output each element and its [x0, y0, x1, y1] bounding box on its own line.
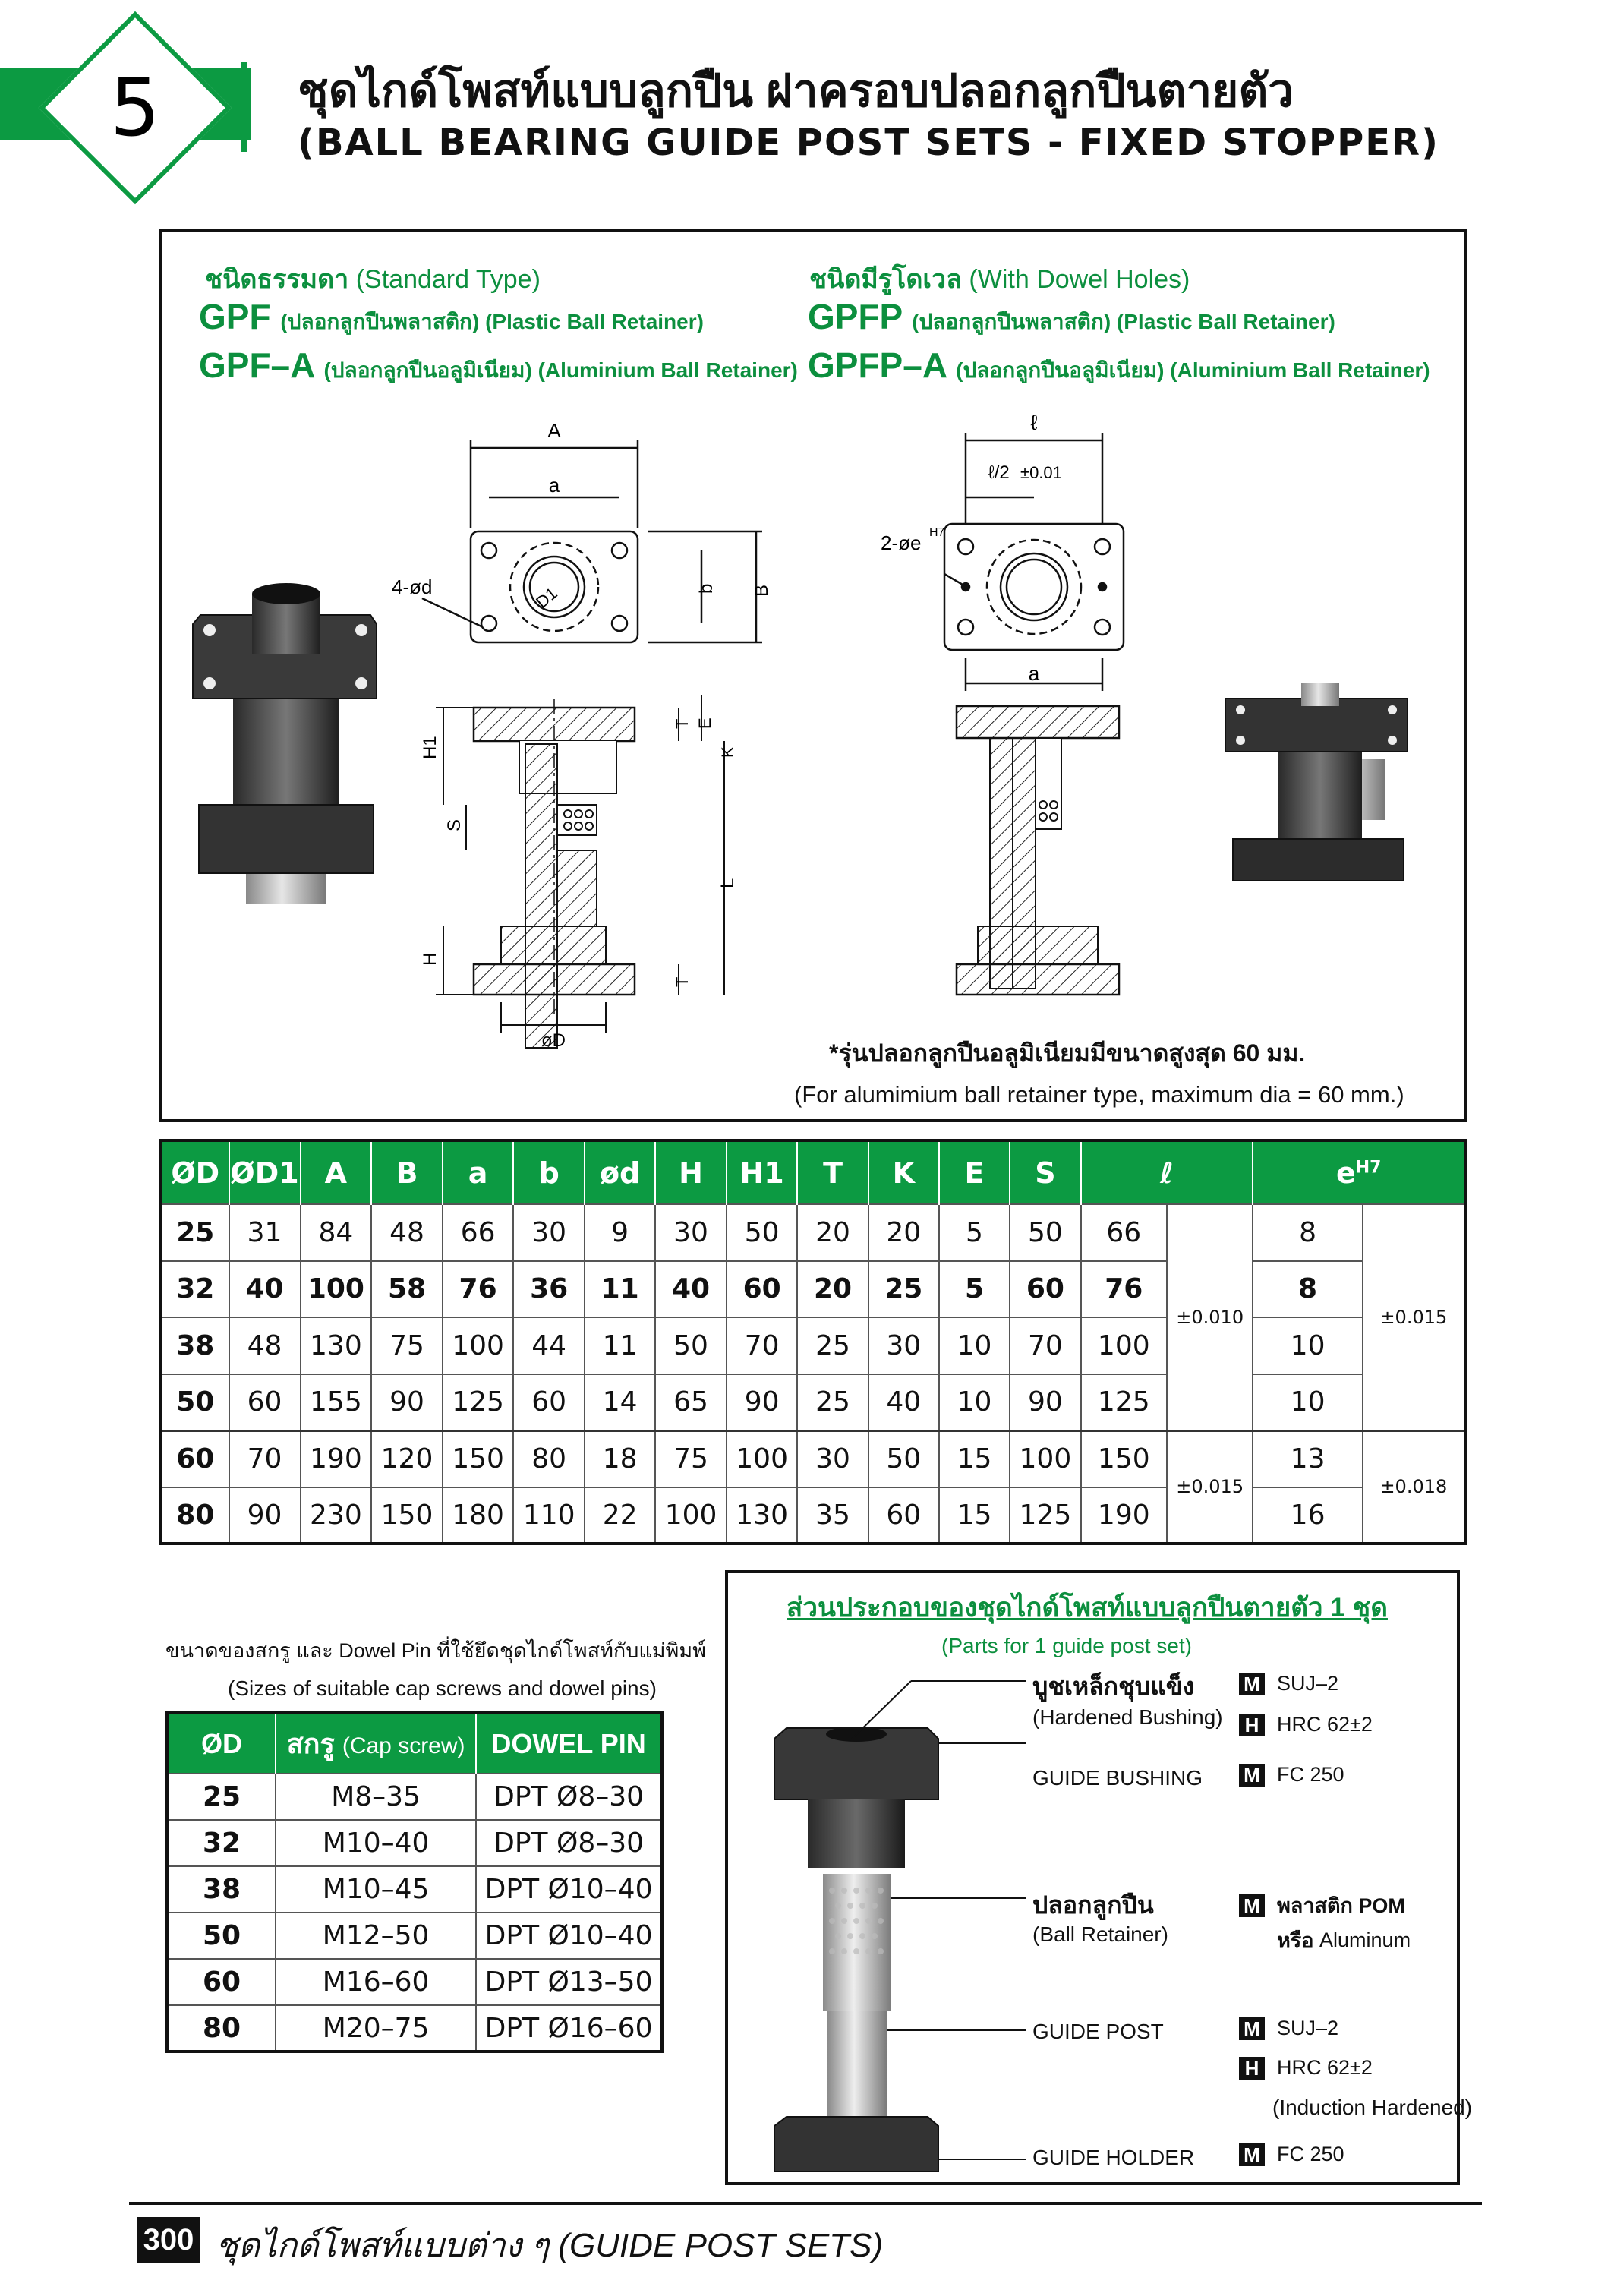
col-header: b: [513, 1140, 585, 1204]
material-retainer: M พลาสติก POM: [1239, 1889, 1405, 1922]
screw-col-screw: สกรู (Cap screw): [276, 1713, 476, 1774]
table-cell: 30: [655, 1204, 727, 1261]
part-retainer-th: ปลอกลูกปืน: [1032, 1891, 1154, 1919]
table-cell: 15: [939, 1430, 1010, 1487]
table-cell: 130: [301, 1317, 372, 1374]
table-cell: 9: [585, 1204, 655, 1261]
dim-label-K: K: [718, 746, 737, 758]
table-cell: 190: [301, 1430, 372, 1487]
table-cell: 90: [371, 1374, 443, 1431]
table-row: [161, 1317, 1465, 1374]
e-value-cell: 8: [1253, 1204, 1362, 1261]
row-od-cell: 38: [161, 1317, 229, 1374]
table-cell: 60: [1010, 1261, 1081, 1318]
dim-label-D1: D1: [532, 583, 561, 612]
dowel-product-photo: [1225, 683, 1408, 881]
part-guide-bushing: GUIDE BUSHING: [1032, 1766, 1203, 1790]
col-header: ød: [585, 1140, 655, 1204]
table-cell: 125: [443, 1374, 514, 1431]
note-english: (For alumimium ball retainer type, maximum dia = 60 mm.): [794, 1081, 1404, 1108]
table-cell: M16–60: [276, 1959, 476, 2005]
table-cell: 230: [301, 1487, 372, 1544]
table-cell: DPT Ø10–40: [476, 1866, 662, 1913]
table-cell: 30: [868, 1317, 939, 1374]
table-cell: 84: [301, 1204, 372, 1261]
table-row: [161, 1430, 1465, 1487]
guide-holder: [774, 2117, 938, 2171]
row-od-cell: 80: [161, 1487, 229, 1544]
dim-label-T-top: T: [673, 718, 692, 729]
table-cell: 10: [939, 1317, 1010, 1374]
table-cell: 36: [513, 1261, 585, 1318]
table-cell: 35: [797, 1487, 868, 1544]
col-header: H: [655, 1140, 727, 1204]
table-cell: 30: [513, 1204, 585, 1261]
table-row: [167, 1820, 662, 1866]
dim-label-dowel: 2-øe: [881, 531, 922, 554]
table-cell: 100: [1081, 1317, 1167, 1374]
table-row: [161, 1374, 1465, 1431]
table-cell: 150: [443, 1430, 514, 1487]
screw-col-dowel: DOWEL PIN: [476, 1713, 662, 1774]
dim-label-A: A: [547, 419, 561, 442]
dim-label-H: H: [420, 952, 440, 966]
dim-label-OD: øD: [541, 1030, 566, 1051]
standard-product-photo: [193, 583, 377, 904]
table-cell: DPT Ø8–30: [476, 1774, 662, 1820]
parts-subtitle: (Parts for 1 guide post set): [941, 1634, 1192, 1657]
page-title-thai: ชุดไกด์โพสท์แบบลูกปืน ฝาครอบปลอกลูกปืนตายตัว: [298, 65, 1294, 116]
dim-label-ell-half: ℓ/2: [988, 462, 1010, 483]
table-cell: 66: [1081, 1204, 1167, 1261]
row-od-cell: 50: [161, 1374, 229, 1431]
col-header: B: [371, 1140, 443, 1204]
col-header: A: [301, 1140, 372, 1204]
table-cell: 20: [868, 1204, 939, 1261]
row-od-cell: 60: [167, 1959, 276, 2005]
table-cell: 125: [1010, 1487, 1081, 1544]
e-value-cell: 8: [1253, 1261, 1362, 1318]
table-cell: 100: [301, 1261, 372, 1318]
dim-label-B: B: [752, 584, 772, 597]
table-cell: 76: [443, 1261, 514, 1318]
table-cell: 65: [655, 1374, 727, 1431]
table-cell: 100: [655, 1487, 727, 1544]
dim-label-ell: ℓ: [1030, 411, 1038, 434]
dowel-type-label: ชนิดมีรูโดเวล (With Dowel Holes): [809, 265, 1190, 294]
dim-label-H1: H1: [420, 736, 440, 759]
table-cell: 75: [655, 1430, 727, 1487]
model-gpf: GPF (ปลอกลูกปืนพลาสติก) (Plastic Ball Retainer): [199, 297, 704, 336]
table-cell: 40: [229, 1261, 301, 1318]
col-header: ØD1: [229, 1140, 301, 1204]
e-value-cell: 13: [1253, 1430, 1362, 1487]
dim-label-dowel-sup: H7: [929, 526, 945, 539]
dim-label-L: L: [717, 878, 738, 888]
material-badge: M: [1239, 2017, 1265, 2040]
table-cell: 125: [1081, 1374, 1167, 1431]
e-value-cell: 16: [1253, 1487, 1362, 1544]
screw-table: [165, 1711, 664, 2053]
table-cell: 58: [371, 1261, 443, 1318]
table-cell: 70: [727, 1317, 798, 1374]
material-badge: M: [1239, 1894, 1265, 1917]
table-cell: M12–50: [276, 1913, 476, 1959]
material-badge: M: [1239, 1764, 1265, 1787]
e-value-cell: 10: [1253, 1317, 1362, 1374]
dowel-section-view: [957, 706, 1119, 995]
table-cell: M8–35: [276, 1774, 476, 1820]
table-cell: 100: [443, 1317, 514, 1374]
table-cell: 50: [655, 1317, 727, 1374]
table-cell: 60: [868, 1487, 939, 1544]
table-cell: 40: [868, 1374, 939, 1431]
e-tolerance-cell: ±0.015: [1363, 1204, 1465, 1430]
table-cell: 18: [585, 1430, 655, 1487]
table-cell: 155: [301, 1374, 372, 1431]
material-badge: M: [1239, 2143, 1265, 2166]
guide-post: [827, 2011, 887, 2124]
row-od-cell: 80: [167, 2005, 276, 2052]
table-row: [167, 1866, 662, 1913]
col-header: E: [939, 1140, 1010, 1204]
dim-label-holes: 4-ød: [392, 576, 433, 598]
table-row: [167, 1959, 662, 2005]
table-row: [161, 1261, 1465, 1318]
table-row: [167, 1913, 662, 1959]
table-cell: 5: [939, 1261, 1010, 1318]
table-cell: 25: [797, 1317, 868, 1374]
table-cell: M10–45: [276, 1866, 476, 1913]
table-cell: 190: [1081, 1487, 1167, 1544]
model-gpfp: GPFP (ปลอกลูกปืนพลาสติก) (Plastic Ball Retainer): [808, 297, 1335, 336]
material-retainer-alt: หรือ Aluminum: [1277, 1929, 1411, 1952]
material-post: M SUJ–2: [1239, 2017, 1338, 2040]
table-cell: 100: [1010, 1430, 1081, 1487]
col-header: S: [1010, 1140, 1081, 1204]
col-header: a: [443, 1140, 514, 1204]
row-od-cell: 38: [167, 1866, 276, 1913]
table-cell: 10: [939, 1374, 1010, 1431]
dimension-table-header: [161, 1140, 1465, 1204]
model-gpf-a: GPF–A (ปลอกลูกปืนอลูมิเนียม) (Aluminium Ball Retainer): [199, 345, 798, 385]
table-cell: DPT Ø8–30: [476, 1820, 662, 1866]
table-cell: 30: [797, 1430, 868, 1487]
table-cell: 76: [1081, 1261, 1167, 1318]
dim-label-T-bottom: T: [673, 976, 692, 987]
page-title-english: (BALL BEARING GUIDE POST SETS - FIXED STOPPER): [298, 121, 1439, 164]
dim-label-ell-tol: ±0.01: [1020, 463, 1062, 482]
table-cell: 130: [727, 1487, 798, 1544]
table-cell: 60: [727, 1261, 798, 1318]
table-cell: 80: [513, 1430, 585, 1487]
col-header: ℓ: [1081, 1140, 1253, 1204]
table-row: [167, 1774, 662, 1820]
row-od-cell: 25: [161, 1204, 229, 1261]
table-cell: 50: [727, 1204, 798, 1261]
page-number: 300: [137, 2217, 200, 2263]
e-tolerance-cell: ±0.018: [1363, 1430, 1465, 1544]
table-row: [161, 1204, 1465, 1261]
hardness-post: H HRC 62±2: [1239, 2056, 1373, 2080]
table-cell: 11: [585, 1317, 655, 1374]
dim-label-a-right: a: [1028, 662, 1040, 685]
table-cell: 150: [371, 1487, 443, 1544]
table-cell: 90: [727, 1374, 798, 1431]
table-cell: 20: [797, 1261, 868, 1318]
table-cell: M10–40: [276, 1820, 476, 1866]
material-bushing: M SUJ–2: [1239, 1672, 1338, 1695]
table-cell: 40: [655, 1261, 727, 1318]
part-guide-post: GUIDE POST: [1032, 2020, 1164, 2043]
table-cell: DPT Ø16–60: [476, 2005, 662, 2052]
e-value-cell: 10: [1253, 1374, 1362, 1431]
part-retainer-en: (Ball Retainer): [1032, 1922, 1168, 1946]
parts-illustration: [759, 1670, 1063, 2187]
chapter-number: 5: [109, 62, 161, 154]
model-gpfp-a: GPFP–A (ปลอกลูกปืนอลูมิเนียม) (Aluminium Ball Retainer): [808, 345, 1430, 385]
dim-label-b: b: [696, 583, 717, 594]
table-cell: 60: [513, 1374, 585, 1431]
material-holder: M FC 250: [1239, 2143, 1344, 2166]
col-header-e: $e^{H7}$: [1253, 1140, 1465, 1204]
row-od-cell: 60: [161, 1430, 229, 1487]
screw-table-caption-th: ขนาดของสกรู และ Dowel Pin ที่ใช้ยึดชุดไกด์โพสท์กับแม่พิมพ์: [165, 1639, 706, 1662]
table-cell: 5: [939, 1204, 1010, 1261]
parts-title: ส่วนประกอบของชุดไกด์โพสท์แบบลูกปืนตายตัว 1 ชุด: [787, 1593, 1388, 1623]
post-hardening-note: (Induction Hardened): [1272, 2096, 1473, 2119]
part-bushing-en: (Hardened Bushing): [1032, 1705, 1223, 1729]
part-guide-holder: GUIDE HOLDER: [1032, 2146, 1195, 2169]
row-od-cell: 32: [161, 1261, 229, 1318]
part-bushing-th: บูชเหล็กชุบแข็ง: [1032, 1673, 1195, 1700]
table-cell: 20: [797, 1204, 868, 1261]
table-cell: DPT Ø10–40: [476, 1913, 662, 1959]
table-cell: 75: [371, 1317, 443, 1374]
technical-drawing: [162, 395, 1464, 1051]
table-cell: 50: [1010, 1204, 1081, 1261]
material-badge: M: [1239, 1673, 1265, 1695]
footer-rule: [129, 2202, 1482, 2205]
ball-retainer: [823, 1874, 891, 2011]
table-cell: 44: [513, 1317, 585, 1374]
table-cell: 50: [868, 1430, 939, 1487]
table-cell: 15: [939, 1487, 1010, 1544]
table-cell: 100: [727, 1430, 798, 1487]
header-divider: [241, 62, 247, 152]
table-cell: 180: [443, 1487, 514, 1544]
table-cell: DPT Ø13–50: [476, 1959, 662, 2005]
table-cell: 90: [229, 1487, 301, 1544]
hardness-bushing: H HRC 62±2: [1239, 1713, 1373, 1736]
hardness-badge: H: [1239, 1714, 1265, 1736]
screw-col-od: ØD: [167, 1713, 276, 1774]
table-cell: 31: [229, 1204, 301, 1261]
table-cell: 25: [868, 1261, 939, 1318]
dim-label-E: E: [695, 718, 714, 729]
hardness-badge: H: [1239, 2057, 1265, 2080]
table-cell: 70: [1010, 1317, 1081, 1374]
dim-label-a: a: [548, 474, 560, 497]
table-cell: 22: [585, 1487, 655, 1544]
table-cell: M20–75: [276, 2005, 476, 2052]
table-cell: 70: [229, 1430, 301, 1487]
table-cell: 90: [1010, 1374, 1081, 1431]
ell-tolerance-cell: ±0.015: [1167, 1430, 1253, 1544]
row-od-cell: 25: [167, 1774, 276, 1820]
standard-section-view: [474, 699, 635, 1048]
table-cell: 120: [371, 1430, 443, 1487]
dimension-table: [159, 1139, 1467, 1545]
material-guide-bushing: M FC 250: [1239, 1763, 1344, 1787]
row-od-cell: 32: [167, 1820, 276, 1866]
table-cell: 66: [443, 1204, 514, 1261]
row-od-cell: 50: [167, 1913, 276, 1959]
standard-top-view: [422, 440, 762, 642]
table-cell: 11: [585, 1261, 655, 1318]
table-cell: 150: [1081, 1430, 1167, 1487]
col-header: T: [797, 1140, 868, 1204]
table-row: [161, 1487, 1465, 1544]
screw-table-caption-en: (Sizes of suitable cap screws and dowel pins): [228, 1676, 657, 1700]
ell-tolerance-cell: ±0.010: [1167, 1204, 1253, 1430]
table-cell: 48: [371, 1204, 443, 1261]
col-header: H1: [727, 1140, 798, 1204]
footer-section-title: ชุดไกด์โพสท์แบบต่าง ๆ (GUIDE POST SETS): [216, 2227, 884, 2264]
table-cell: 60: [229, 1374, 301, 1431]
standard-type-label: ชนิดธรรมดา (Standard Type): [205, 265, 541, 294]
col-header: K: [868, 1140, 939, 1204]
table-cell: 110: [513, 1487, 585, 1544]
table-cell: 48: [229, 1317, 301, 1374]
dim-label-S: S: [444, 818, 465, 831]
note-thai: *รุ่นปลอกลูกปืนอลูมิเนียมมีขนาดสูงสุด 60 มม.: [829, 1039, 1306, 1067]
table-cell: 25: [797, 1374, 868, 1431]
table-row: [167, 2005, 662, 2052]
table-cell: 14: [585, 1374, 655, 1431]
col-header: ØD: [161, 1140, 229, 1204]
guide-bushing-body: [808, 1799, 905, 1868]
